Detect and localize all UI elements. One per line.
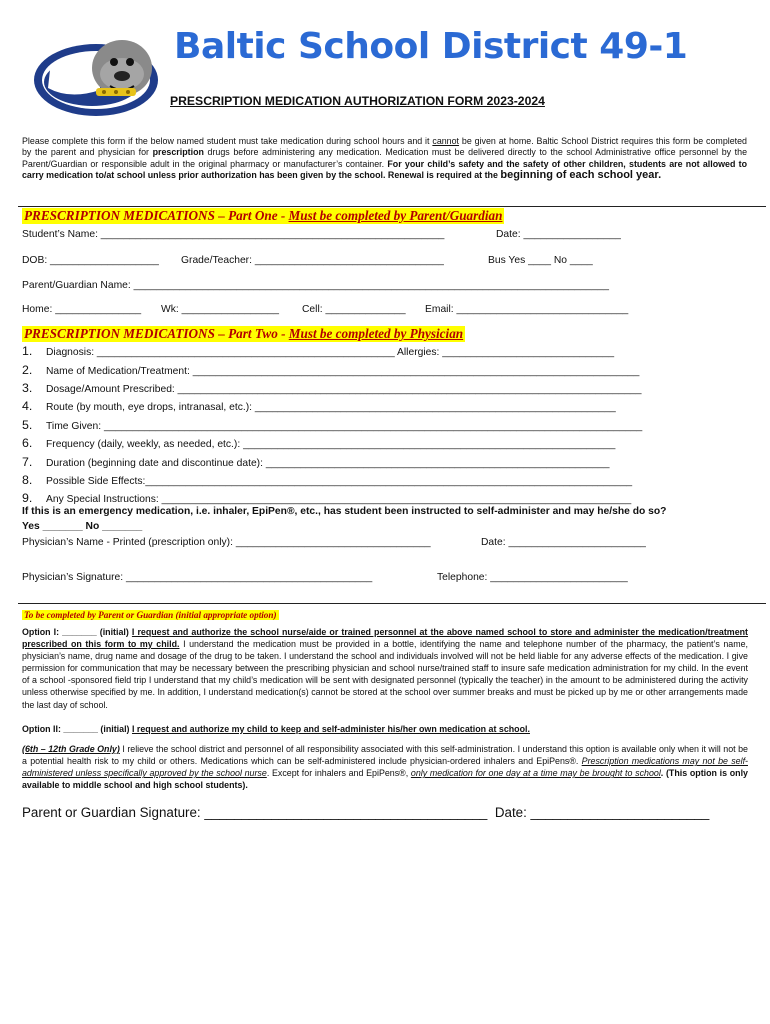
telephone-field[interactable]: Telephone: ________________________ [437, 572, 628, 583]
parent-name-field[interactable]: Parent/Guardian Name: ___________________________________________________________________________________ [22, 280, 609, 291]
bus-field[interactable]: Bus Yes ____ No ____ [488, 255, 593, 266]
physician-item[interactable]: 1. Diagnosis: ____________________________________________________ Allergies: ______________________________ [22, 344, 615, 358]
grade-teacher-field[interactable]: Grade/Teacher: _________________________________ [181, 255, 444, 266]
physician-item[interactable]: 8. Possible Side Effects:_____________________________________________________________________________________ [22, 473, 633, 487]
physician-name-field[interactable]: Physician’s Name - Printed (prescription only): __________________________________ [22, 537, 431, 548]
form-title: PRESCRIPTION MEDICATION AUTHORIZATION FORM 2023-2024 [170, 94, 545, 108]
email-field[interactable]: Email: ______________________________ [425, 304, 629, 315]
divider [18, 206, 766, 207]
home-phone-field[interactable]: Home: _______________ [22, 304, 142, 315]
physician-item[interactable]: 3. Dosage/Amount Prescribed: _________________________________________________________________________________ [22, 381, 642, 395]
option-two-details: (6th – 12th Grade Only) I relieve the school district and personnel of all responsibility associated with this self-administration. I understand this option is available only when it will not be a potential health risk to my child or others. Medications which can be self-administered include physician-ordered inhalers and EpiPens®. Prescription medications may not be self-administered unless specifically approved by the school nurse. Except for inhalers and EpiPens®, only medication for one day at a time may be brought to school. (This option is only available to middle school and high school students). [22, 744, 748, 791]
student-name-field[interactable]: Student’s Name: ____________________________________________________________ [22, 229, 445, 240]
part-two-heading: PRESCRIPTION MEDICATIONS – Part Two - Must be completed by Physician [24, 326, 464, 341]
parent-signature-field[interactable]: Parent or Guardian Signature: ______________________________________ Date: ________________________ [22, 805, 710, 820]
district-title: Baltic School District 49-1 [174, 26, 688, 67]
school-logo [30, 30, 170, 122]
yes-no-field[interactable]: Yes _______ No _______ [22, 521, 143, 532]
work-phone-field[interactable]: Wk: _________________ [161, 304, 279, 315]
physician-date-field[interactable]: Date: ________________________ [481, 537, 646, 548]
physician-item[interactable]: 4. Route (by mouth, eye drops, intranasal, etc.): _______________________________________________________________ [22, 399, 616, 413]
option-two-paragraph[interactable]: Option II: _______ (initial) I request and authorize my child to keep and self-administer his/her own medication at school. [22, 724, 530, 734]
part-one-heading: PRESCRIPTION MEDICATIONS – Part One - Must be completed by Parent/Guardian [24, 208, 503, 223]
physician-item[interactable]: 9. Any Special Instructions: __________________________________________________________________________________ [22, 491, 632, 505]
allergies-field: Allergies: ______________________________ [397, 347, 615, 358]
intro-paragraph: Please complete this form if the below named student must take medication during school hours and it cannot be given at home. Baltic School District requires this form be completed by the parent and physician for prescription drugs before administering any medication. Medication must be delivered directly to the school Administrative office personnel by the Parent/Guardian or responsible adult in the original pharmacy or manufacturer’s container. For your child’s safety and the safety of other children, students are not allowed to carry medication to/at school unless prior authorization has been given by the school. Renewal is required at the beginning of each school year. [22, 136, 748, 182]
option-one-paragraph[interactable]: Option I: _______ (initial) I request and authorize the school nurse/aide or trained personnel at the above named school to store and administer the medication/treatment prescribed on this form to my child. I understand the medication must be provided in a bottle, identifying the name and telephone number of the pharmacy, the patient’s name, physician’s name, drug name and dosage of the drug to be taken. I understand the school and individuals involved will not be held liable for any adverse effects of the medication. I give permission for communication that may be necessary between the prescribing physician and school nurse/trained staff to insure safe medication administration for my child. In the event of a school -sponsored field trip I understand that my child’s medication will be sent with designated personnel (typically the teacher) in the amount to be administered during the activity unless otherwise specified by me. In addition, I understand medication(s) cannot be stored at the school over summer breaks and must be picked up by me or other arrangements made the last day of school. [22, 627, 749, 710]
cell-phone-field[interactable]: Cell: ______________ [302, 304, 406, 315]
emergency-question: If this is an emergency medication, i.e. inhaler, EpiPen®, etc., has student been instructed to self-administer and may he/she do so? [22, 506, 667, 517]
divider [18, 603, 766, 604]
physician-item[interactable]: 2. Name of Medication/Treatment: ______________________________________________________________________________ [22, 363, 640, 377]
physician-item[interactable]: 6. Frequency (daily, weekly, as needed, etc.): _________________________________________________________________ [22, 436, 616, 450]
physician-item[interactable]: 7. Duration (beginning date and discontinue date): ____________________________________________________________ [22, 455, 610, 469]
physician-item[interactable]: 5. Time Given: ______________________________________________________________________________________________ [22, 418, 643, 432]
dob-field[interactable]: DOB: ___________________ [22, 255, 159, 266]
physician-signature-field[interactable]: Physician’s Signature: ___________________________________________ [22, 572, 373, 583]
signature-date-field: Date: ________________________ [494, 805, 710, 820]
options-heading: To be completed by Parent or Guardian (initial appropriate option) [24, 610, 277, 620]
student-date-field[interactable]: Date: _________________ [496, 229, 621, 240]
